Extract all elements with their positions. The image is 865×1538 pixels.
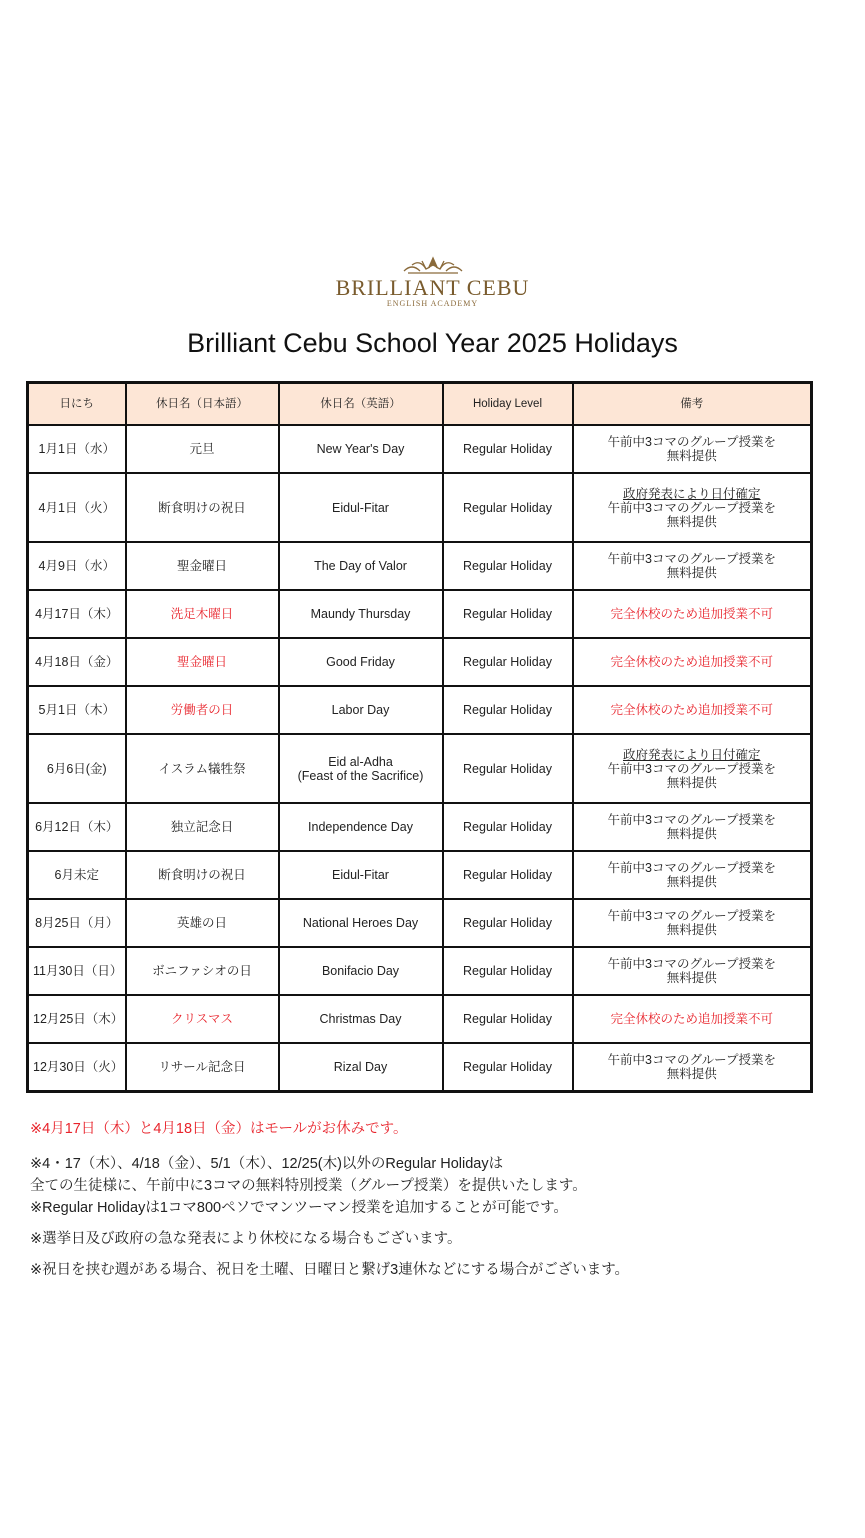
remark-line: 無料提供 [666,923,717,937]
cell-name-en: The Day of Valor [279,542,443,590]
remark-line: 無料提供 [666,775,717,790]
remark-line: 午前中3コマのグループ授業を [607,861,776,875]
mall-closed-note: ※4月17日（木）と4月18日（金）はモールがお休みです。 [30,1121,408,1137]
cell-name-jp: 独立記念日 [126,803,279,851]
cell-level: Regular Holiday [443,851,573,899]
cell-date: 6月未定 [28,851,126,899]
cell-remarks: 完全休校のため追加授業不可 [573,590,812,638]
table-row [28,473,812,542]
header-name-jp: 休日名（日本語） [126,383,279,426]
table-row [28,734,812,803]
cell-name-jp: 断食明けの祝日 [126,473,279,542]
cell-level: Regular Holiday [443,638,573,686]
cell-level: Regular Holiday [443,947,573,995]
cell-name-jp: クリスマス [126,995,279,1043]
table-row [28,686,812,734]
name-en-line: (Feast of the Sacrifice) [297,768,424,783]
table-row [28,899,812,947]
cell-name-en: Rizal Day [279,1043,443,1092]
footnotes [30,1118,830,1281]
cell-date: 5月1日（木） [28,686,126,734]
cell-name-en: Eidul-Fitar [279,473,443,542]
cell-date: 12月30日（火） [28,1043,126,1092]
table-row [28,590,812,638]
name-en-line: Eid al-Adha [328,754,393,769]
cell-date: 6月6日(金) [28,734,126,803]
cell-name-jp: ボニファシオの日 [126,947,279,995]
header-level: Holiday Level [443,383,573,426]
cell-remarks [573,473,812,542]
brand-logo [300,255,565,313]
cell-remarks [573,425,812,473]
cell-name-en: National Heroes Day [279,899,443,947]
cell-name-en: New Year's Day [279,425,443,473]
cell-name-jp: リサール記念日 [126,1043,279,1092]
cell-date: 4月17日（木） [28,590,126,638]
remark-line: 無料提供 [666,827,717,841]
cell-name-jp: 英雄の日 [126,899,279,947]
cell-remarks [573,1043,812,1092]
cell-level: Regular Holiday [443,1043,573,1092]
crown-ornament-icon [398,255,468,277]
header-date: 日にち [28,383,126,426]
cell-remarks: 完全休校のため追加授業不可 [573,995,812,1043]
cell-date: 1月1日（水） [28,425,126,473]
remark-line: 午前中3コマのグループ授業を [607,957,776,971]
cell-name-en: Christmas Day [279,995,443,1043]
remark-line: 午前中3コマのグループ授業を [607,552,776,566]
cell-name-en: Eidul-Fitar [279,851,443,899]
cell-name-en: Independence Day [279,803,443,851]
table-row [28,803,812,851]
note-line: ※祝日を挟む週がある場合、祝日を土曜、日曜日と繋げ3連休などにする場合がございます。 [30,1262,630,1278]
table-header-row [28,383,812,426]
cell-date: 4月18日（金） [28,638,126,686]
remark-line: 午前中3コマのグループ授業を [607,909,776,923]
remark-date-confirm: 政府発表により日付確定 [622,747,761,762]
cell-name-en [279,734,443,803]
remark-line: 午前中3コマのグループ授業を [607,761,776,776]
cell-date: 12月25日（木） [28,995,126,1043]
table-row [28,947,812,995]
remark-line: 無料提供 [666,1067,717,1081]
header-name-en: 休日名（英語） [279,383,443,426]
remark-line: 無料提供 [666,449,717,463]
cell-name-jp: 聖金曜日 [126,638,279,686]
remark-line: 無料提供 [666,566,717,580]
cell-remarks [573,803,812,851]
remark-line: 午前中3コマのグループ授業を [607,1053,776,1067]
cell-date: 11月30日（日） [28,947,126,995]
cell-level: Regular Holiday [443,542,573,590]
cell-remarks: 完全休校のため追加授業不可 [573,686,812,734]
cell-date: 4月9日（水） [28,542,126,590]
cell-date: 8月25日（月） [28,899,126,947]
table-row [28,638,812,686]
note-line: 全ての生徒様に、午前中に3コマの無料特別授業（グループ授業）を提供いたします。 [30,1178,587,1194]
cell-level: Regular Holiday [443,686,573,734]
cell-name-jp: 聖金曜日 [126,542,279,590]
holiday-table [26,381,813,1093]
table-row [28,1043,812,1092]
cell-date: 6月12日（木） [28,803,126,851]
cell-remarks [573,734,812,803]
cell-remarks [573,542,812,590]
cell-name-jp: 洗足木曜日 [126,590,279,638]
cell-level: Regular Holiday [443,425,573,473]
cell-name-en: Maundy Thursday [279,590,443,638]
cell-date: 4月1日（火） [28,473,126,542]
cell-level: Regular Holiday [443,995,573,1043]
remark-line: 無料提供 [666,514,717,529]
table-row [28,425,812,473]
cell-name-jp: 元旦 [126,425,279,473]
cell-name-en: Good Friday [279,638,443,686]
remark-line: 午前中3コマのグループ授業を [607,435,776,449]
note-line: ※4・17（木）、4/18（金）、5/1（木）、12/25(木)以外のRegular Holidayは [30,1156,504,1172]
remark-line: 午前中3コマのグループ授業を [607,500,776,515]
remark-date-confirm: 政府発表により日付確定 [622,486,761,501]
logo-subtitle: ENGLISH ACADEMY [386,299,479,308]
cell-remarks [573,899,812,947]
table-row [28,995,812,1043]
table-row [28,851,812,899]
logo-name: BRILLIANT CEBU [335,275,530,300]
cell-remarks [573,851,812,899]
note-line: ※Regular Holidayは1コマ800ペソでマンツーマン授業を追加することが可能です。 [30,1200,568,1216]
cell-name-jp: 労働者の日 [126,686,279,734]
note-line: ※選挙日及び政府の急な発表により休校になる場合もございます。 [30,1231,462,1247]
cell-level: Regular Holiday [443,899,573,947]
cell-name-jp: 断食明けの祝日 [126,851,279,899]
cell-name-jp: イスラム犠牲祭 [126,734,279,803]
remark-line: 無料提供 [666,875,717,889]
cell-remarks [573,947,812,995]
cell-name-en: Bonifacio Day [279,947,443,995]
header-remarks: 備考 [573,383,812,426]
cell-level: Regular Holiday [443,590,573,638]
cell-level: Regular Holiday [443,734,573,803]
cell-level: Regular Holiday [443,803,573,851]
remark-line: 無料提供 [666,971,717,985]
remark-line: 午前中3コマのグループ授業を [607,813,776,827]
cell-name-en: Labor Day [279,686,443,734]
table-row [28,542,812,590]
page-title: Brilliant Cebu School Year 2025 Holidays [187,328,678,358]
cell-level: Regular Holiday [443,473,573,542]
cell-remarks: 完全休校のため追加授業不可 [573,638,812,686]
